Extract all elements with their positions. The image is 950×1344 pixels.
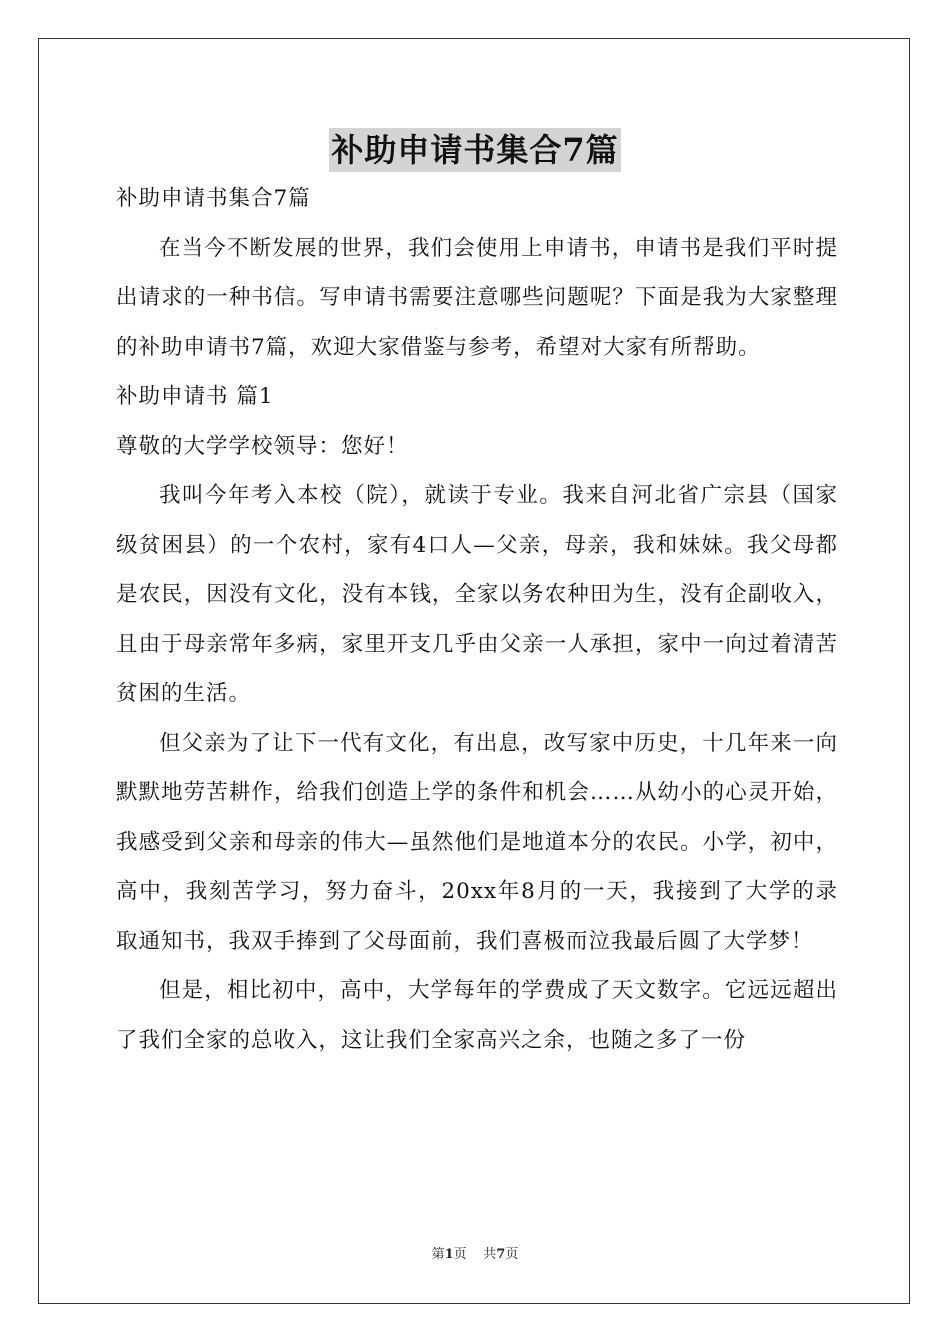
document-body <box>116 174 838 1065</box>
body-paragraph: 但父亲为了让下一代有文化，有出息，改写家中历史，十几年来一向默默地劳苦耕作，给我们创造上学的条件和机会……从幼小的心灵开始，我感受到父亲和母亲的伟大—虽然他们是地道本分的农民。小学，初中，高中，我刻苦学习，努力奋斗，20xx年8月的一天，我接到了大学的录取通知书，我双手捧到了父母面前，我们喜极而泣我最后圆了大学梦！ <box>116 730 838 954</box>
section-heading: 补助申请书 篇1 <box>116 384 274 409</box>
total-suffix: 页 <box>505 1247 519 1262</box>
subtitle-paragraph: 补助申请书集合7篇 <box>116 186 311 211</box>
body-paragraph: 我叫今年考入本校（院），就读于专业。我来自河北省广宗县（国家级贫困县）的一个农村，家有4口人—父亲，母亲，我和妹妹。我父母都是农民，因没有文化，没有本钱，全家以务农种田为生，没有企副收入，且由于母亲常年多病，家里开支几乎由父亲一人承担，家中一向过着清苦贫困的生活。 <box>116 483 838 706</box>
page-number: 1 <box>444 1247 454 1262</box>
page-suffix: 页 <box>453 1247 467 1262</box>
document-title: 补助申请书集合7篇 <box>329 128 620 172</box>
title-container <box>0 128 950 172</box>
salutation: 尊敬的大学学校领导：您好！ <box>116 433 409 459</box>
page-prefix: 第 <box>431 1247 445 1262</box>
total-pages: 7 <box>496 1247 506 1262</box>
intro-paragraph: 在当今不断发展的世界，我们会使用上申请书，申请书是我们平时提出请求的一种书信。写申请书需要注意哪些问题呢？下面是我为大家整理的补助申请书7篇，欢迎大家借鉴与参考，希望对大家有所帮助。 <box>116 235 838 360</box>
body-paragraph: 但是，相比初中，高中，大学每年的学费成了天文数字。它远远超出了我们全家的总收入，这让我们全家高兴之余，也随之多了一份 <box>116 978 838 1053</box>
total-prefix: 共 <box>483 1247 497 1262</box>
page-footer <box>0 1246 950 1264</box>
